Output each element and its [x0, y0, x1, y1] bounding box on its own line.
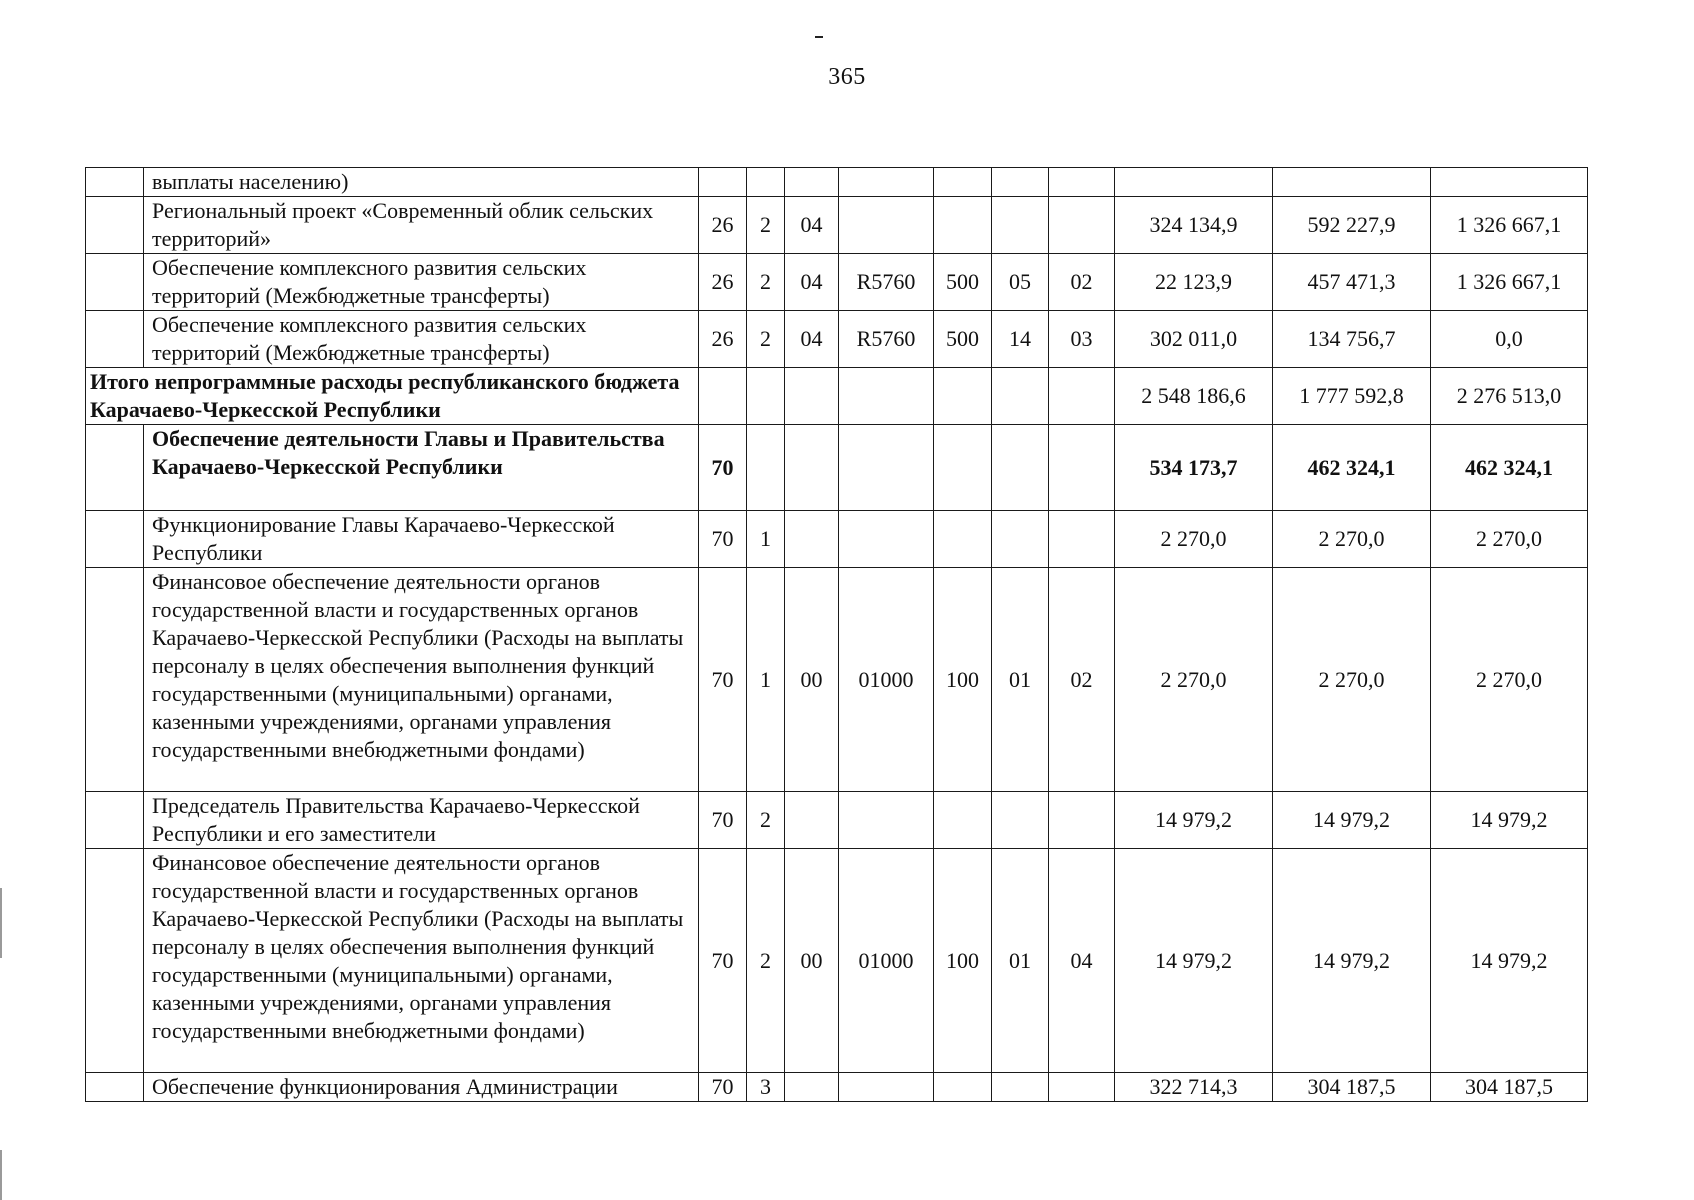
table-row: [86, 849, 1588, 1073]
scan-edge-mark: [0, 1150, 2, 1200]
amount-y2: 304 187,5: [1273, 1073, 1431, 1102]
amount-y3: 462 324,1: [1431, 425, 1588, 511]
code-rz: [992, 197, 1049, 254]
code-rz: 01: [992, 849, 1049, 1073]
amount-y3: 0,0: [1431, 311, 1588, 368]
code-pp: 2: [747, 254, 785, 311]
code-dir: 01000: [839, 568, 934, 792]
code-pp: 1: [747, 511, 785, 568]
index-cell: [86, 311, 144, 368]
code-vr: [934, 368, 992, 425]
index-cell: [86, 197, 144, 254]
code-vr: 500: [934, 311, 992, 368]
row-name: Итого непрограммные расходы республиканского бюджета Карачаево-Черкесской Республики: [86, 368, 699, 425]
row-name: Обеспечение функционирования Администрации: [144, 1073, 699, 1102]
amount-y1: 14 979,2: [1115, 792, 1273, 849]
top-dash-mark: [815, 36, 823, 38]
budget-table: [85, 167, 1588, 1102]
code-gp: 70: [699, 792, 747, 849]
code-dir: [839, 511, 934, 568]
code-vr: 500: [934, 254, 992, 311]
code-pp: 2: [747, 792, 785, 849]
code-vr: [934, 425, 992, 511]
code-pr: 02: [1049, 568, 1115, 792]
total-row: [86, 368, 1588, 425]
amount-y3: 304 187,5: [1431, 1073, 1588, 1102]
row-name: Обеспечение комплексного развития сельских территорий (Межбюджетные трансферты): [144, 254, 699, 311]
code-gp: 26: [699, 311, 747, 368]
row-name: Финансовое обеспечение деятельности органов государственной власти и государственных органов Карачаево-Черкесской Республики (Расходы на выплаты персоналу в целях обеспечения выполнения функций государственными (муниципальными) органами, казенными учреждениями, органами управления государственными внебюджетными фондами): [144, 568, 699, 792]
amount-y2: 2 270,0: [1273, 511, 1431, 568]
code-dir: R5760: [839, 311, 934, 368]
index-cell: [86, 168, 144, 197]
code-pp: [747, 168, 785, 197]
amount-y3: 1 326 667,1: [1431, 197, 1588, 254]
code-gp: 70: [699, 1073, 747, 1102]
code-dir: [839, 1073, 934, 1102]
code-pr: [1049, 197, 1115, 254]
code-rz: [992, 792, 1049, 849]
code-gp: [699, 168, 747, 197]
code-gp: 70: [699, 511, 747, 568]
table-row: [86, 792, 1588, 849]
row-name: Председатель Правительства Карачаево-Черкесской Республики и его заместители: [144, 792, 699, 849]
table-row: [86, 568, 1588, 792]
amount-y3: 2 270,0: [1431, 568, 1588, 792]
code-om: [785, 511, 839, 568]
code-gp: [699, 368, 747, 425]
code-pp: [747, 425, 785, 511]
row-name: Функционирование Главы Карачаево-Черкесской Республики: [144, 511, 699, 568]
code-vr: 100: [934, 849, 992, 1073]
table-row: [86, 511, 1588, 568]
code-dir: [839, 197, 934, 254]
code-om: [785, 792, 839, 849]
code-om: 00: [785, 849, 839, 1073]
code-pr: [1049, 1073, 1115, 1102]
row-name: выплаты населению): [144, 168, 699, 197]
table-row: [86, 1073, 1588, 1102]
code-rz: [992, 168, 1049, 197]
code-gp: 70: [699, 849, 747, 1073]
amount-y2: 14 979,2: [1273, 792, 1431, 849]
amount-y2: 592 227,9: [1273, 197, 1431, 254]
amount-y1: 534 173,7: [1115, 425, 1273, 511]
row-name: Обеспечение комплексного развития сельских территорий (Межбюджетные трансферты): [144, 311, 699, 368]
code-om: 04: [785, 197, 839, 254]
amount-y2: 14 979,2: [1273, 849, 1431, 1073]
code-pp: 2: [747, 197, 785, 254]
code-vr: [934, 1073, 992, 1102]
amount-y1: 14 979,2: [1115, 849, 1273, 1073]
index-cell: [86, 511, 144, 568]
table-row: [86, 254, 1588, 311]
code-pp: 3: [747, 1073, 785, 1102]
code-om: [785, 168, 839, 197]
amount-y1: [1115, 168, 1273, 197]
code-pr: [1049, 792, 1115, 849]
amount-y1: 2 270,0: [1115, 568, 1273, 792]
amount-y2: 457 471,3: [1273, 254, 1431, 311]
amount-y2: 1 777 592,8: [1273, 368, 1431, 425]
table-row: [86, 425, 1588, 511]
code-om: 04: [785, 311, 839, 368]
amount-y3: 2 276 513,0: [1431, 368, 1588, 425]
code-vr: [934, 197, 992, 254]
code-rz: 01: [992, 568, 1049, 792]
code-pr: [1049, 425, 1115, 511]
code-om: [785, 425, 839, 511]
code-pp: 1: [747, 568, 785, 792]
amount-y1: 22 123,9: [1115, 254, 1273, 311]
code-pr: 03: [1049, 311, 1115, 368]
table-row: [86, 197, 1588, 254]
code-gp: 70: [699, 568, 747, 792]
code-pp: [747, 368, 785, 425]
code-rz: [992, 511, 1049, 568]
amount-y3: 14 979,2: [1431, 792, 1588, 849]
index-cell: [86, 849, 144, 1073]
code-pr: [1049, 368, 1115, 425]
amount-y1: 324 134,9: [1115, 197, 1273, 254]
code-dir: [839, 368, 934, 425]
code-om: 04: [785, 254, 839, 311]
code-rz: [992, 425, 1049, 511]
table-row: [86, 311, 1588, 368]
code-rz: 14: [992, 311, 1049, 368]
scan-edge-mark: [0, 888, 2, 958]
code-dir: R5760: [839, 254, 934, 311]
code-dir: 01000: [839, 849, 934, 1073]
amount-y3: 14 979,2: [1431, 849, 1588, 1073]
code-dir: [839, 792, 934, 849]
code-vr: [934, 511, 992, 568]
code-vr: [934, 792, 992, 849]
code-dir: [839, 168, 934, 197]
code-gp: 26: [699, 197, 747, 254]
index-cell: [86, 425, 144, 511]
index-cell: [86, 254, 144, 311]
code-pr: [1049, 511, 1115, 568]
index-cell: [86, 1073, 144, 1102]
code-vr: 100: [934, 568, 992, 792]
code-om: 00: [785, 568, 839, 792]
amount-y1: 322 714,3: [1115, 1073, 1273, 1102]
amount-y2: 2 270,0: [1273, 568, 1431, 792]
code-dir: [839, 425, 934, 511]
code-gp: 26: [699, 254, 747, 311]
index-cell: [86, 792, 144, 849]
table-row: [86, 168, 1588, 197]
row-name: Региональный проект «Современный облик сельских территорий»: [144, 197, 699, 254]
page-number: 365: [828, 64, 866, 90]
code-pr: 04: [1049, 849, 1115, 1073]
code-pp: 2: [747, 849, 785, 1073]
amount-y1: 2 270,0: [1115, 511, 1273, 568]
code-rz: 05: [992, 254, 1049, 311]
code-gp: 70: [699, 425, 747, 511]
code-om: [785, 368, 839, 425]
table-body: [86, 168, 1588, 1102]
amount-y2: 134 756,7: [1273, 311, 1431, 368]
amount-y2: 462 324,1: [1273, 425, 1431, 511]
amount-y3: 1 326 667,1: [1431, 254, 1588, 311]
row-name: Финансовое обеспечение деятельности органов государственной власти и государственных органов Карачаево-Черкесской Республики (Расходы на выплаты персоналу в целях обеспечения выполнения функций государственными (муниципальными) органами, казенными учреждениями, органами управления государственными внебюджетными фондами): [144, 849, 699, 1073]
row-name: Обеспечение деятельности Главы и Правительства Карачаево-Черкесской Республики: [144, 425, 699, 511]
amount-y3: [1431, 168, 1588, 197]
code-vr: [934, 168, 992, 197]
code-rz: [992, 1073, 1049, 1102]
amount-y2: [1273, 168, 1431, 197]
code-pr: 02: [1049, 254, 1115, 311]
code-pp: 2: [747, 311, 785, 368]
amount-y1: 302 011,0: [1115, 311, 1273, 368]
amount-y1: 2 548 186,6: [1115, 368, 1273, 425]
index-cell: [86, 568, 144, 792]
amount-y3: 2 270,0: [1431, 511, 1588, 568]
code-pr: [1049, 168, 1115, 197]
code-rz: [992, 368, 1049, 425]
code-om: [785, 1073, 839, 1102]
